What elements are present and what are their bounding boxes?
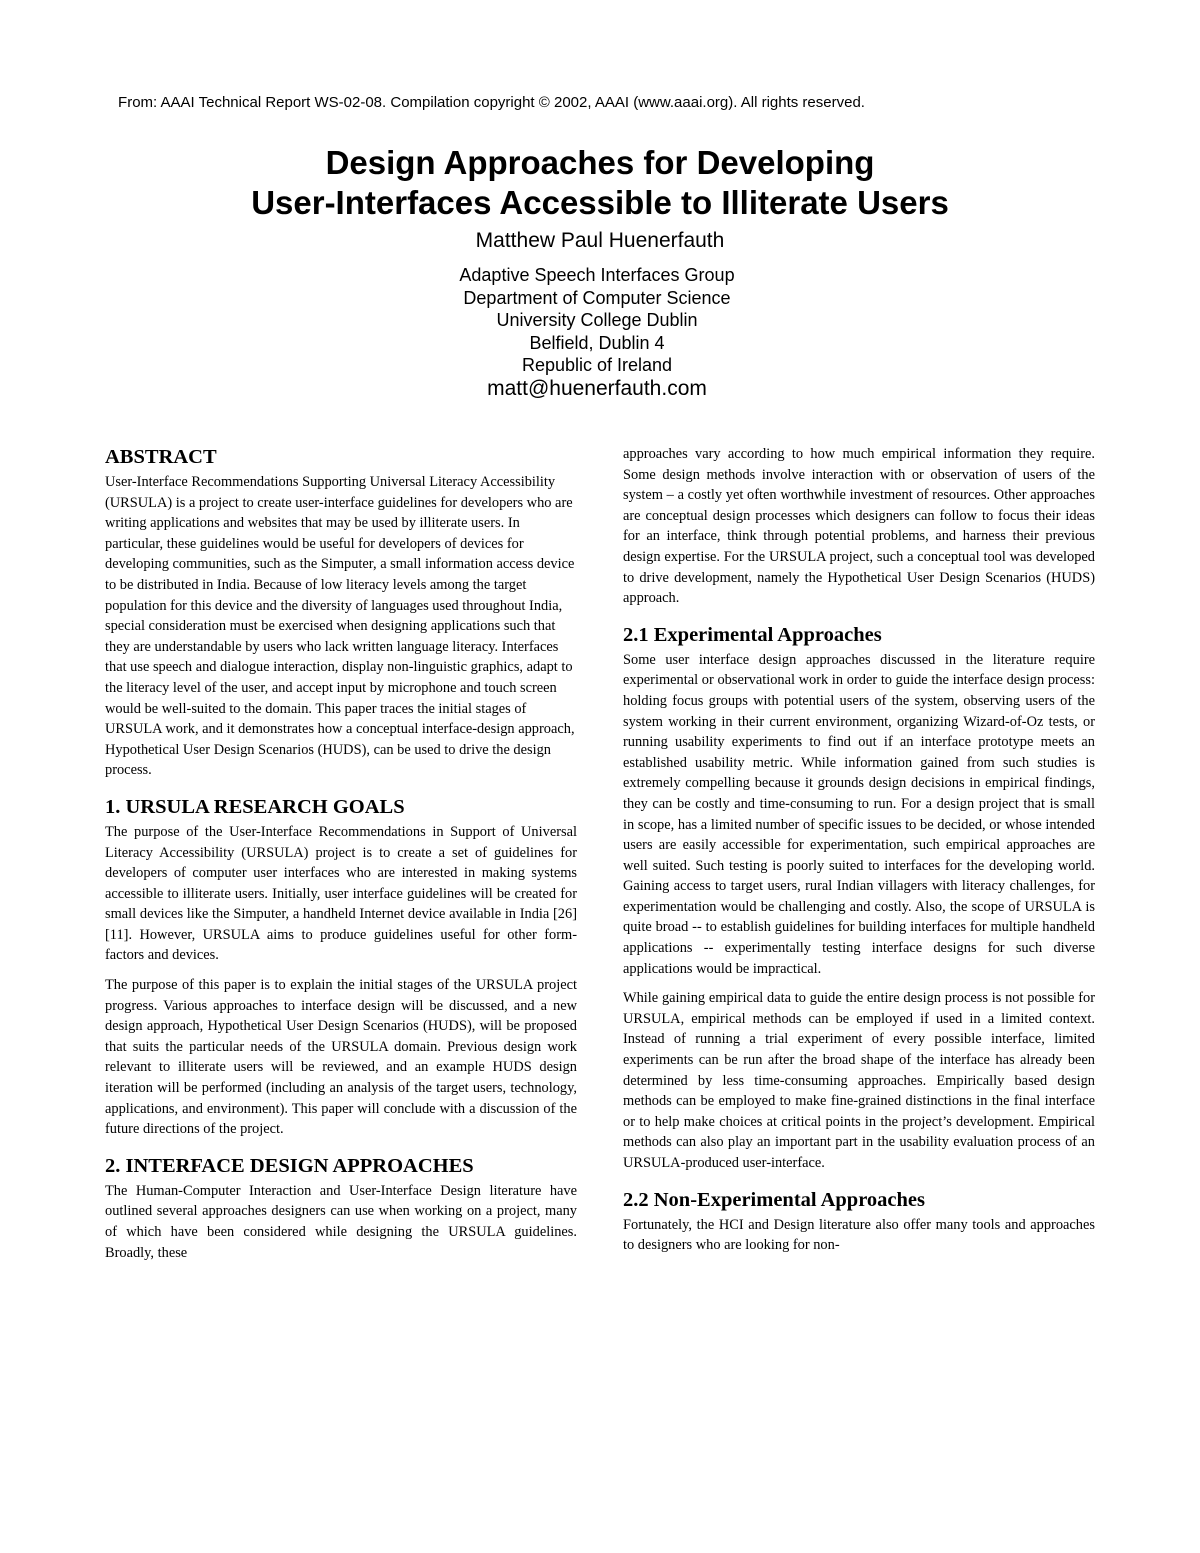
section-1-heading: 1. URSULA RESEARCH GOALS <box>105 795 405 818</box>
right-column <box>623 444 1095 1265</box>
author-name: Matthew Paul Huenerfauth <box>475 229 725 252</box>
paper-title-line-2: User-Interfaces Accessible to Illiterate Users <box>251 184 949 221</box>
affiliation-line: Republic of Ireland <box>521 355 673 375</box>
section-2-2-heading: 2.2 Non-Experimental Approaches <box>623 1188 926 1211</box>
affiliation-line: Belfield, Dublin 4 <box>529 332 665 353</box>
affiliation-line: University College Dublin <box>496 310 698 330</box>
section-2-1-heading: 2.1 Experimental Approaches <box>623 623 882 646</box>
section-1-paragraph-2: The purpose of this paper is to explain the initial stages of the URSULA project progress. Various approaches to interface design will be discussed, and a new design approach, Hypothetical User Design Scenarios (HUDS), will be proposed that suits the particular needs of the URSULA domain. Previous design work relevant to illiterate users will be reviewed, and an example HUDS design iteration will be performed (including an analysis of the target users, technology, applications, and environment). This paper will conclude with a discussion of the future directions of the project. <box>105 977 577 1138</box>
left-column <box>105 444 577 1272</box>
section-2-2-paragraph-1: Fortunately, the HCI and Design literature also offer many tools and approaches to designers who are looking for non- <box>623 1216 1095 1254</box>
abstract-text: User-Interface Recommendations Supporting Universal Literacy Accessibility (URSULA) is a project to create user-interface guidelines for developers who are writing applications and websites that may be used by illiterate users. In particular, these guidelines would be useful for developers of devices for developing communities, such as the Simputer, a small information access device to be distributed in India. Because of low literacy levels among the target population for this device and the diversity of languages used throughout India, special consideration must be exercised when designing applications such that they are understandable by users who lack written language literacy. Interfaces that use speech and dialogue interaction, display non-linguistic graphics, adapt to the literacy level of the user, and accept input by microphone and touch screen would be well-suited to the domain. This paper traces the initial stages of URSULA work, and it demonstrates how a conceptual interface-design approach, Hypothetical User Design Scenarios (HUDS), can be used to drive the design process. <box>105 474 575 779</box>
abstract-heading: ABSTRACT <box>105 446 217 468</box>
section-2-paragraph-1-continued: approaches vary according to how much empirical information they require. Some design methods involve interaction with or observation of users of the system – a costly yet often worthwhile investment of resources. Other approaches are conceptual design processes which designers can follow to focus their ideas for an interface, think through potential problems, and harness their previous design expertise. For the URSULA project, such a conceptual tool was developed to drive development, namely the Hypothetical User Design Scenarios (HUDS) approach. <box>623 446 1095 607</box>
author-email: matt@huenerfauth.com <box>487 377 707 400</box>
section-1-paragraph-1: The purpose of the User-Interface Recommendations in Support of Universal Literacy Accessibility (URSULA) project is to create a set of guidelines for developers of computer user interfaces who are interested in making systems accessible to illiterate users. Initially, user interface guidelines will be created for small devices like the Simputer, a handheld Internet device available in India [26] [11]. However, URSULA aims to produce guidelines useful for other form-factors and devices. <box>105 823 577 964</box>
section-2-paragraph-1: The Human-Computer Interaction and User-Interface Design literature have outlined several approaches designers can use when working on a project, many of which have been considered while designing the URSULA guidelines. Broadly, these <box>105 1182 577 1261</box>
section-2-heading: 2. INTERFACE DESIGN APPROACHES <box>105 1154 474 1177</box>
copyright-notice: From: AAAI Technical Report WS-02-08. Compilation copyright © 2002, AAAI (www.aaai.org). All rights reserved. <box>118 94 865 111</box>
section-2-1-paragraph-2: While gaining empirical data to guide the entire design process is not possible for URSULA, empirical methods can be employed if used in a limited context. Instead of running a trial experiment of every possible interface, limited experiments can be run after the broad shape of the interface has already been determined by less time-consuming approaches. Empirically based design methods can be employed to make fine-grained distinctions in the final interface or to help make choices at critical points in the project’s development. Empirical methods can also play an important part in the usability evaluation process of an URSULA-produced user-interface. <box>623 990 1095 1171</box>
paper-title-line-1: Design Approaches for Developing <box>325 144 875 181</box>
author-affiliation <box>0 264 1194 377</box>
paper-title <box>0 143 1200 223</box>
section-2-1-paragraph-1: Some user interface design approaches discussed in the literature require experimental or observational work in order to guide the interface design process: holding focus groups with potential users of the system, observing users of the system working in their current environment, organizing Wizard-of-Oz tests, or running usability experiments to find out if an interface prototype meets an established usability metric. While information gained from such studies is extremely compelling because it grounds design decisions in empirical findings, they can be costly and time-consuming to run. For a design project that is small in scope, has a limited number of specific issues to be decided, or whose intended users are easily accessible for experimentation, such empirical approaches are well suited. Such testing is poorly suited to interfaces for the developing world. Gaining access to target users, rural Indian villagers with literacy challenges, for experimentation would be challenging and costly. Also, the scope of URSULA is quite broad -- to establish guidelines for building interfaces for multiple handheld applications -- experimentally testing interface designs for such diverse applications would be impractical. <box>623 651 1095 977</box>
affiliation-line: Adaptive Speech Interfaces Group <box>459 265 735 285</box>
affiliation-line: Department of Computer Science <box>463 287 731 308</box>
